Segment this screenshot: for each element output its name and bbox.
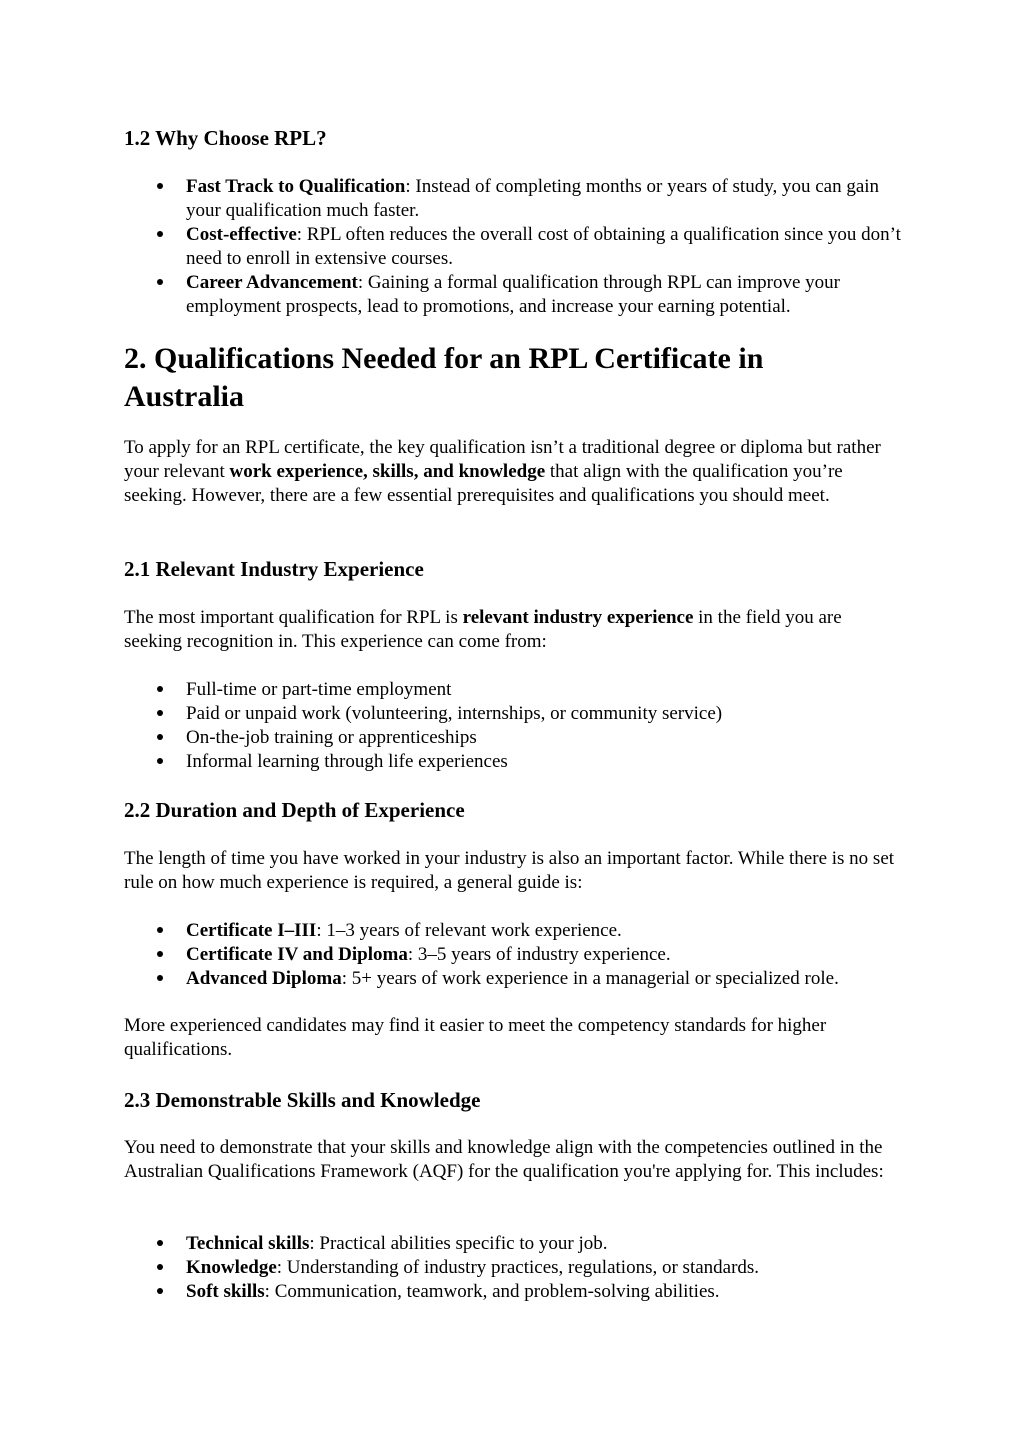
section-heading-demonstrable-skills: 2.3 Demonstrable Skills and Knowledge: [124, 1088, 481, 1112]
skills-list: [124, 1232, 904, 1304]
bullet-icon: [155, 919, 165, 943]
bullet-icon: [155, 943, 165, 967]
list-item-term: Soft skills: [186, 1281, 265, 1302]
list-item-text: : 5+ years of work experience in a managerial or specialized role.: [341, 968, 839, 989]
duration-guide-list: [124, 919, 904, 991]
list-item-term: Advanced Diploma: [186, 968, 342, 989]
list-item-text: Full-time or part-time employment: [186, 679, 452, 700]
experience-sources-list: [124, 678, 904, 774]
section-heading-qualifications-needed: 2. Qualifications Needed for an RPL Certificate in Australia: [124, 342, 764, 413]
duration-paragraph: The length of time you have worked in your industry is also an important factor. While there is no set rule on how much experience is required, a general guide is:: [124, 848, 895, 893]
list-item: [124, 223, 904, 271]
list-item: [124, 919, 904, 943]
bullet-icon: [155, 1256, 165, 1280]
list-item-term: Certificate I–III: [186, 920, 317, 941]
section-heading-relevant-industry-experience: 2.1 Relevant Industry Experience: [124, 557, 424, 581]
list-item-text: : Instead of completing months or years of study, you can gain your qualification much faster.: [186, 176, 880, 221]
list-item: [124, 702, 904, 726]
list-item-text: : Communication, teamwork, and problem-solving abilities.: [264, 1281, 720, 1302]
bullet-icon: [155, 702, 165, 726]
bullet-icon: [155, 678, 165, 702]
paragraph-text: The most important qualification for RPL is: [124, 607, 463, 628]
list-item: [124, 967, 904, 991]
section-heading-why-choose-rpl: 1.2 Why Choose RPL?: [124, 126, 327, 150]
paragraph-text: To apply for an RPL certificate, the key qualification isn’t a traditional degree or diploma but rather your relevant: [124, 437, 881, 482]
list-item: [124, 750, 904, 774]
list-item-text: Paid or unpaid work (volunteering, internships, or community service): [186, 703, 723, 724]
bullet-icon: [155, 175, 165, 199]
section-heading-duration-depth: 2.2 Duration and Depth of Experience: [124, 798, 465, 822]
skills-paragraph: You need to demonstrate that your skills and knowledge align with the competencies outlined in the Australian Qualifications Framework (AQF) for the qualification you're applying for. This includes:: [124, 1137, 884, 1182]
bullet-icon: [155, 967, 165, 991]
bullet-icon: [155, 223, 165, 247]
list-item: [124, 943, 904, 967]
paragraph-text: in the field you are seeking recognition in. This experience can come from:: [124, 607, 842, 652]
list-item-term: Career Advancement: [186, 272, 358, 293]
list-item-text: : Gaining a formal qualification through RPL can improve your employment prospects, lead to promotions, and increase your earning potential.: [186, 272, 840, 317]
list-item: [124, 726, 904, 750]
intro-paragraph: [124, 436, 902, 508]
list-item-term: Fast Track to Qualification: [186, 176, 406, 197]
list-item-text: : Practical abilities specific to your job.: [309, 1233, 608, 1254]
list-item-term: Certificate IV and Diploma: [186, 944, 408, 965]
bullet-icon: [155, 271, 165, 295]
paragraph-bold: work experience, skills, and knowledge: [229, 461, 546, 482]
bullet-icon: [155, 1232, 165, 1256]
list-item: [124, 175, 904, 223]
bullet-icon: [155, 750, 165, 774]
list-item-term: Knowledge: [186, 1257, 277, 1278]
list-item: [124, 1280, 904, 1304]
list-item-term: Technical skills: [186, 1233, 310, 1254]
list-item-text: : Understanding of industry practices, regulations, or standards.: [276, 1257, 760, 1278]
paragraph-bold: relevant industry experience: [462, 607, 694, 628]
list-item: [124, 1232, 904, 1256]
list-item: [124, 1256, 904, 1280]
list-item-text: Informal learning through life experiences: [186, 751, 508, 772]
why-choose-list: [124, 175, 904, 319]
list-item-text: On-the-job training or apprenticeships: [186, 727, 477, 748]
list-item-text: : 3–5 years of industry experience.: [407, 944, 671, 965]
list-item-term: Cost-effective: [186, 224, 297, 245]
closing-paragraph: More experienced candidates may find it easier to meet the competency standards for higher qualifications.: [124, 1015, 827, 1060]
paragraph-text: that align with the qualification you’re seeking. However, there are a few essential prerequisites and qualifications you should meet.: [124, 461, 843, 506]
list-item: [124, 271, 904, 319]
list-item-text: : RPL often reduces the overall cost of obtaining a qualification since you don’t need to enroll in extensive courses.: [186, 224, 901, 269]
experience-paragraph: [124, 606, 902, 654]
bullet-icon: [155, 726, 165, 750]
list-item: [124, 678, 904, 702]
list-item-text: : 1–3 years of relevant work experience.: [316, 920, 622, 941]
bullet-icon: [155, 1280, 165, 1304]
